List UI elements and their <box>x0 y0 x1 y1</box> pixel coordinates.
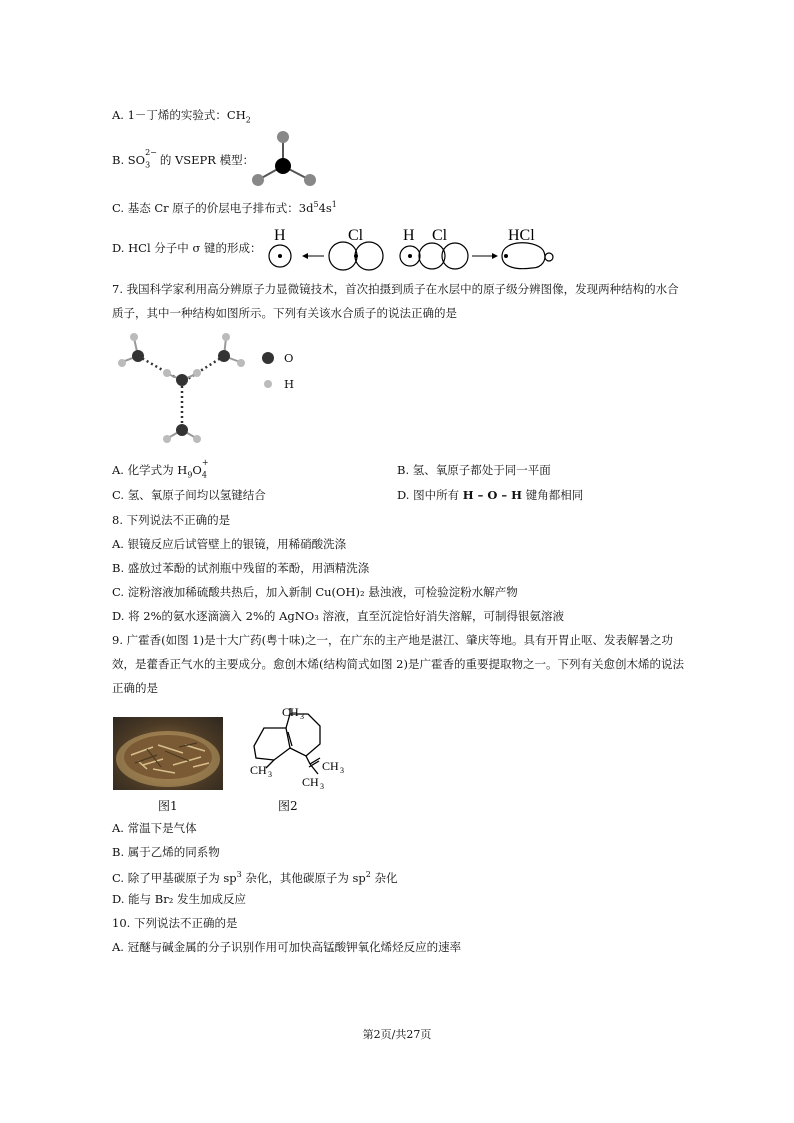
q10-option-a: A. 冠醚与碱金属的分子识别作用可加快高锰酸钾氧化烯烃反应的速率 <box>112 940 462 954</box>
page-footer: 第2页/共27页 <box>362 1028 432 1041</box>
legend-o: O <box>284 351 294 365</box>
q8-option-c: C. 淀粉溶液加稀硫酸共热后，加入新制 Cu(OH)₂ 悬浊液，可检验淀粉水解产物 <box>112 585 518 599</box>
figure1-caption: 图1 <box>158 799 178 813</box>
figure2-caption: 图2 <box>278 799 298 813</box>
label-cl: Cl <box>348 227 364 244</box>
q7-stem: 7. 我国科学家利用高分辨原子力显微镜技术，首次拍摄到质子在水层中的原子级分辨图像，发现两种结构的水合质子，其中一种结构如图所示。下列有关该水合质子的说法正确的是 <box>112 282 679 320</box>
hcl-sigma-bond-diagram <box>262 224 562 274</box>
svg-text:3: 3 <box>300 712 304 721</box>
q8-option-b: B. 盛放过苯酚的试剂瓶中残留的苯酚，用酒精洗涤 <box>112 561 370 575</box>
guaiene-structure <box>242 700 362 792</box>
svg-text:CH: CH <box>282 705 299 719</box>
q10-stem: 10. 下列说法不正确的是 <box>112 916 238 930</box>
q7-option-c: C. 氢、氧原子间均以氢键结合 <box>112 488 266 502</box>
hydrated-proton-structure <box>112 330 312 450</box>
q6-option-b: B. SO 2− $_3$ 的 VSEPR 模型： <box>112 148 255 170</box>
svg-text:CH: CH <box>322 759 339 773</box>
patchouli-photo <box>113 717 223 790</box>
q7-option-a: A. 化学式为 $H_9O$ + $_4$ <box>112 458 209 480</box>
vsepr-trigonal-model <box>250 128 320 190</box>
q8-option-a: A. 银镜反应后试管壁上的银镜，用稀硝酸洗涤 <box>112 537 347 551</box>
svg-text:CH: CH <box>302 775 319 789</box>
legend-h: H <box>284 377 295 391</box>
svg-text:CH: CH <box>250 763 267 777</box>
label-cl2: Cl <box>432 227 448 244</box>
q8-option-d: D. 将 2%的氨水逐滴滴入 2%的 AgNO₃ 溶液，直至沉淀恰好消失溶解，可制得银氨溶液 <box>112 609 564 623</box>
q6-option-d: D. HCl 分子中 σ 键的形成： <box>112 241 262 255</box>
q6-option-a: A. 1－丁烯的实验式：$CH_2$ <box>112 108 251 125</box>
q9-option-a: A. 常温下是气体 <box>112 821 197 835</box>
q8-stem: 8. 下列说法不正确的是 <box>112 513 231 527</box>
q9-option-d: D. 能与 Br₂ 发生加成反应 <box>112 892 246 906</box>
svg-text:3: 3 <box>340 766 344 775</box>
q9-option-c: C. 除了甲基碳原子为 $sp^3$ 杂化，其他碳原子为 $sp^2$ 杂化 <box>112 870 398 885</box>
q7-option-b: B. 氢、氧原子都处于同一平面 <box>397 463 551 477</box>
svg-text:3: 3 <box>268 770 272 779</box>
q7-option-d: D. 图中所有 H – O – H 键角都相同 <box>397 488 584 502</box>
q9-option-b: B. 属于乙烯的同系物 <box>112 845 220 859</box>
q6-option-c: C. 基态 Cr 原子的价层电子排布式：$3d^54s^1$ <box>112 200 337 215</box>
label-h: H <box>274 227 286 244</box>
label-h2: H <box>403 227 415 244</box>
svg-text:3: 3 <box>320 782 324 791</box>
q9-stem: 9. 广霍香(如图 1)是十大广药(粤十味)之一，在广东的主产地是湛江、肇庆等地。具有开胃止呕、发表解暑之功效，是藿香正气水的主要成分。愈创木烯(结构简式如图 2)是广霍香的重要提取物之一。下列有关愈创木烯的说法正确的是 <box>112 633 684 695</box>
label-hcl: HCl <box>508 227 535 244</box>
